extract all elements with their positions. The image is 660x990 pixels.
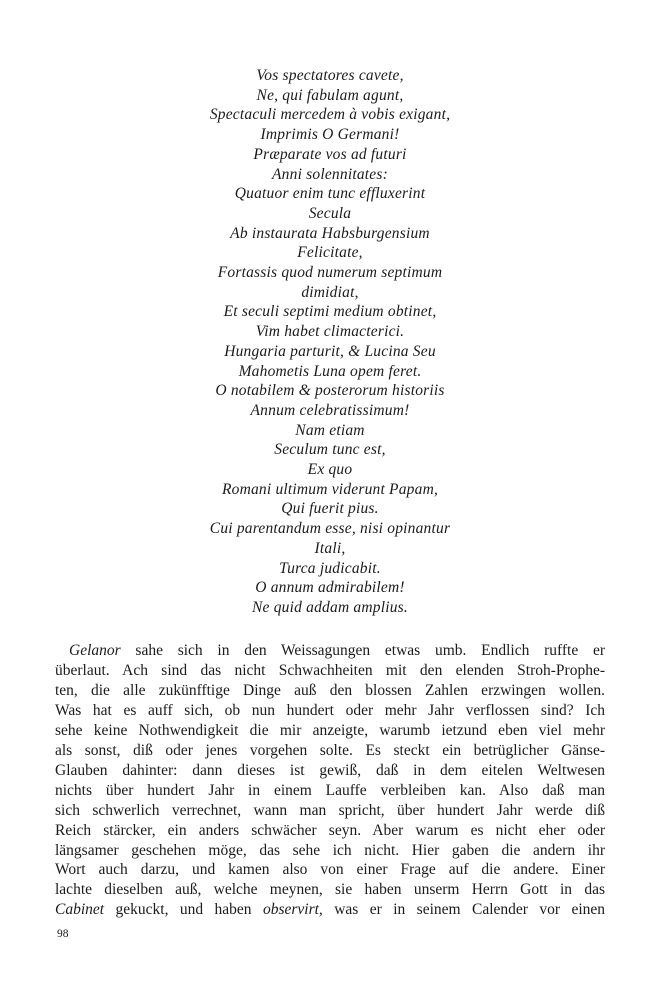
poem-line: Fortassis quod numerum septimum — [217, 264, 443, 282]
poem-line: Cui parentandum esse, nisi opinantur — [209, 520, 451, 538]
poem-line: Hungaria parturit, & Lucina Seu — [224, 342, 436, 360]
poem-line: Vos spectatores cavete, — [256, 67, 404, 84]
prose-line: Glauben dahinter: dann dieses ist gewiß, daß in dem eitelen Weltwesen — [55, 761, 605, 779]
poem-line: Felicitate, — [297, 244, 363, 262]
poem-line: Nam etiam — [295, 421, 365, 439]
page-number: 98 — [57, 928, 69, 940]
poem-line: Vim habet climacterici. — [255, 323, 405, 341]
poem-line: Itali, — [314, 539, 346, 557]
poem-line: Annum celebratissimum! — [250, 401, 410, 419]
prose-line: Cabinet gekuckt, und haben observirt, was er in seinem Calender vor einen — [55, 901, 606, 919]
poem-line: Mahometis Luna opem feret. — [238, 362, 422, 380]
prose-line: überlaut. Ach sind das nicht Schwachheiten mit den elenden Stroh-Prophe- — [55, 661, 605, 679]
poem-line: Ne, qui fabulam agunt, — [256, 86, 404, 104]
prose-line: lachte dieselben auß, welche meynen, sie haben unserm Herrn Gott in das — [55, 881, 605, 899]
prose-line: Reich stärcker, ein anders schwächer seyn. Aber warum es nicht eher oder — [55, 821, 605, 839]
poem-line: Seculum tunc est, — [274, 441, 386, 459]
poem-line: Quatuor enim tunc effluxerint — [234, 185, 426, 203]
poem-line: O notabilem & posterorum historiis — [215, 382, 445, 400]
prose-line: sehe keine Nothwendigkeit die mir anzeigte, warumb ietzund eben viel mehr — [55, 721, 605, 739]
poem-line: O annum admirabilem! — [255, 579, 405, 597]
poem-line: Spectaculi mercedem à vobis exigant, — [209, 106, 451, 124]
poem-line: Et seculi septimi medium obtinet, — [223, 303, 437, 321]
poem-line: Turca judicabit. — [279, 559, 381, 577]
prose-paragraph — [55, 641, 605, 920]
poem-line: Ne quid addam amplius. — [252, 598, 408, 616]
prose-line: ten, die alle zukünfftige Dinge auß den blossen Zahlen erzwingen wollen. — [55, 681, 605, 699]
poem-line: Romani ultimum viderunt Papam, — [221, 480, 439, 498]
poem-line: Qui fuerit pius. — [281, 500, 379, 518]
prose-line: als sonst, diß oder jenes vorgehen solte. Es steckt ein betrüglicher Gänse- — [55, 741, 605, 759]
poem-line: Imprimis O Germani! — [260, 126, 400, 144]
prose-line: längsamer geschehen möge, das sehe ich nicht. Hier gaben die andern ihr — [55, 841, 605, 859]
poem-line: Ex quo — [307, 461, 353, 479]
prose-line: Wort auch darzu, und kamen also von einer Frage auf die andere. Einer — [55, 861, 605, 879]
poem-line: dimidiat, — [301, 283, 359, 301]
prose-line: sich schwerlich verrechnet, wann man spricht, über hundert Jahr werde diß — [55, 801, 605, 819]
poem-line: Secula — [308, 204, 352, 222]
latin-poem — [55, 66, 605, 618]
poem-line: Ab instaurata Habsburgensium — [230, 224, 430, 242]
poem-line: Præparate vos ad futuri — [253, 145, 407, 163]
prose-line: Was hat es auff sich, ob nun hundert oder mehr Jahr verflossen sind? Ich — [55, 701, 605, 719]
prose-line: nichts über hundert Jahr in einem Lauffe verbleiben kan. Also daß man — [55, 781, 605, 799]
prose-line: Gelanor sahe sich in den Weissagungen etwas umb. Endlich ruffte er — [69, 642, 605, 659]
poem-line: Anni solennitates: — [272, 165, 388, 183]
